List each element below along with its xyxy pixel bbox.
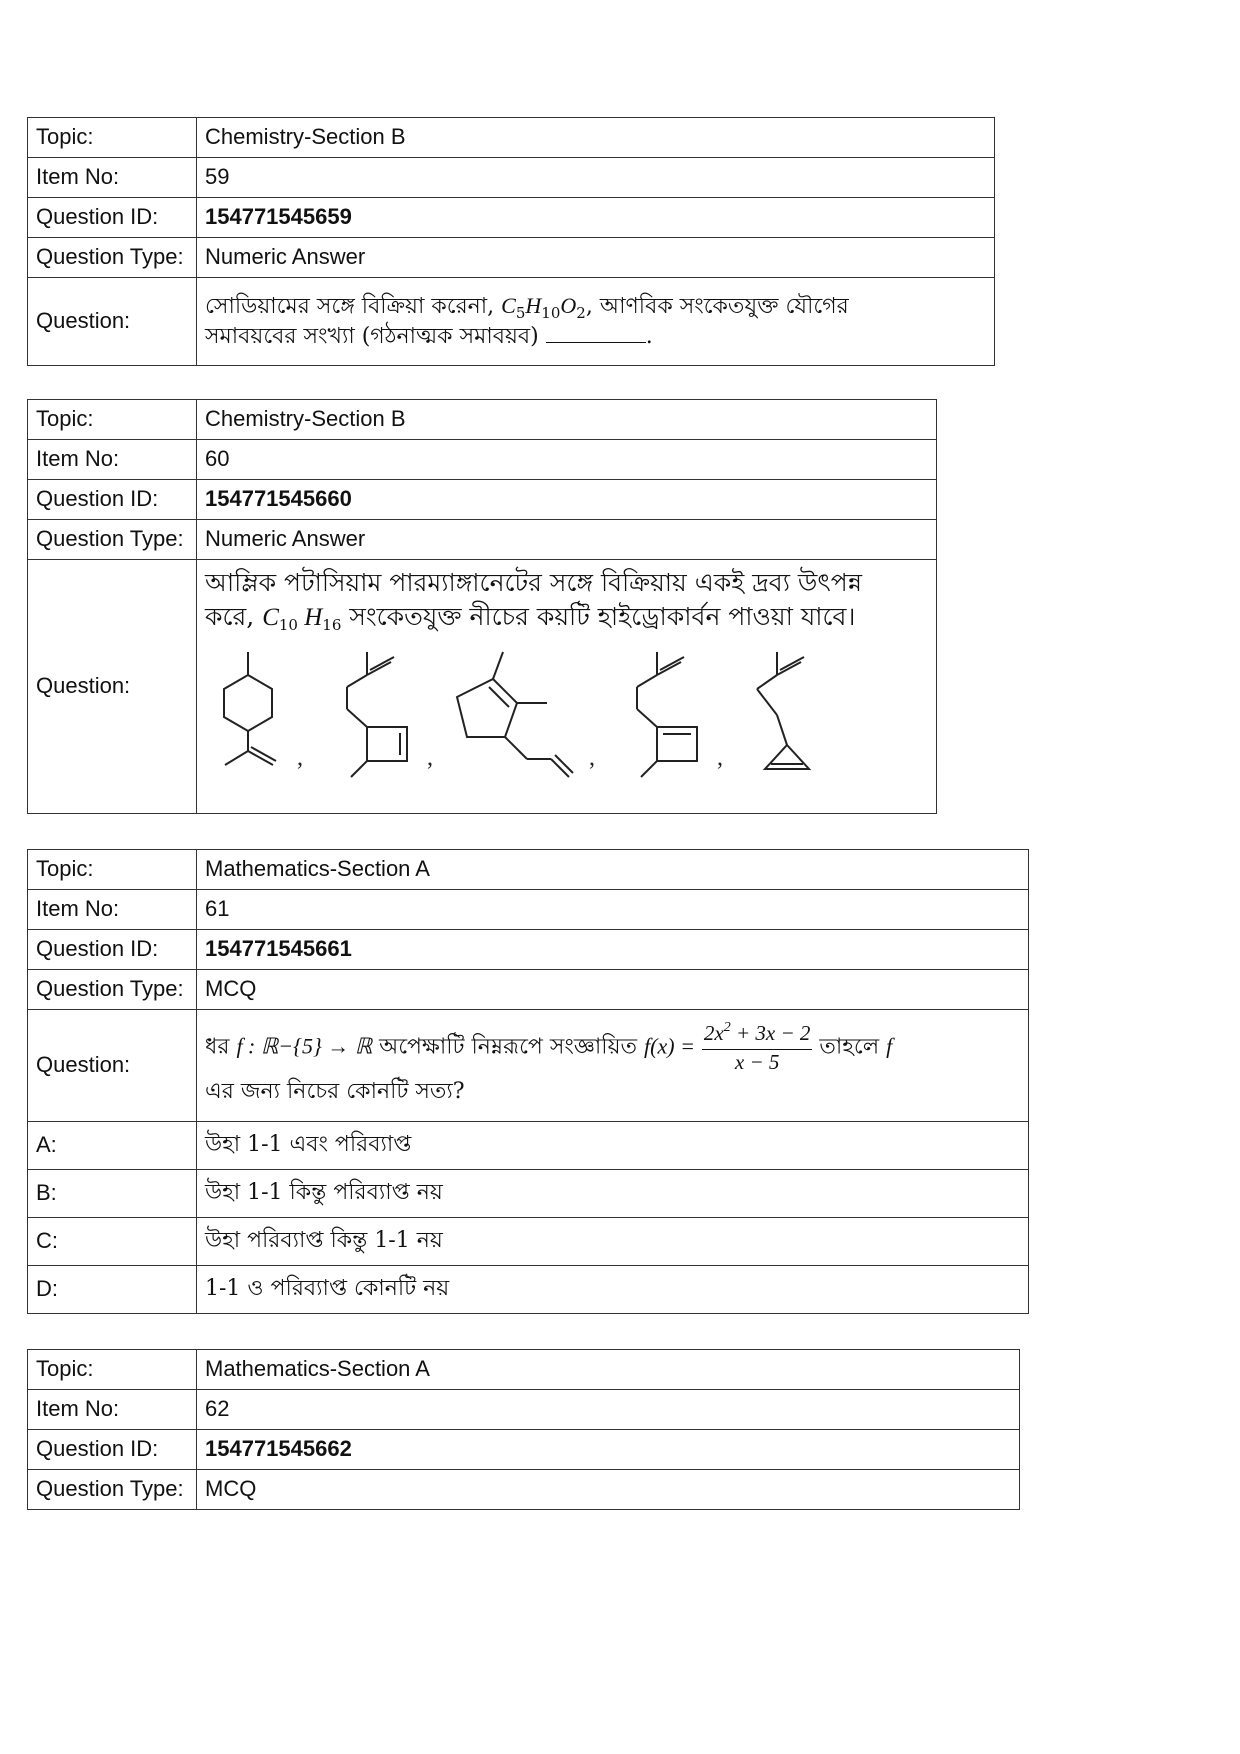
question-text-part: সমাবয়বের সংখ্যা (গঠনাত্মক সমাবয়ব)	[205, 324, 539, 349]
structure-1	[224, 652, 276, 765]
question-type-row	[28, 970, 1029, 1010]
question-id-label: Question ID:	[28, 930, 197, 970]
question-type-row	[28, 1470, 1020, 1510]
formula-h-subscript: 16	[322, 616, 342, 634]
item-no-value: 60	[197, 440, 937, 480]
question-label: Question:	[28, 1010, 197, 1122]
question-type-label: Question Type:	[28, 1470, 197, 1510]
separator-comma: ,	[427, 745, 433, 771]
option-c-label: C:	[28, 1218, 197, 1266]
question-text-part: আম্লিক পটাসিয়াম পারম্যাঙ্গানেটের সঙ্গে বিক্রিয়ায় একই দ্রব্য উৎপন্ন	[205, 568, 862, 597]
question-id-label: Question ID:	[28, 198, 197, 238]
fraction-numerator	[702, 1021, 813, 1050]
question-type-value: MCQ	[197, 970, 1029, 1010]
question-row	[28, 278, 995, 366]
question-text-end: .	[645, 324, 653, 349]
topic-label: Topic:	[28, 850, 197, 890]
question-id-value: 154771545659	[197, 198, 995, 238]
topic-value: Mathematics-Section A	[197, 1350, 1020, 1390]
item-no-value: 61	[197, 890, 1029, 930]
numerator-exponent: 2	[723, 1020, 731, 1035]
fraction	[702, 1021, 813, 1074]
function-fx: f(x) =	[644, 1033, 695, 1059]
option-a-text: উহা 1-1 এবং পরিব্যাপ্ত	[197, 1122, 1029, 1170]
question-card-61	[27, 849, 1029, 1314]
question-text-part: তাহলে	[812, 1034, 887, 1060]
question-type-row	[28, 238, 995, 278]
formula-c-subscript: 5	[515, 303, 526, 322]
hydrocarbon-structures	[205, 647, 905, 787]
option-row-d	[28, 1266, 1029, 1314]
formula-c-subscript: 10	[278, 616, 298, 634]
numerator-part: 2x	[703, 1021, 724, 1045]
question-type-label: Question Type:	[28, 520, 197, 560]
question-id-value: 154771545660	[197, 480, 937, 520]
numerator-part: + 3x − 2	[730, 1021, 811, 1045]
function-var: f	[886, 1033, 893, 1059]
formula-o-subscript: 2	[576, 303, 586, 322]
option-row-a	[28, 1122, 1029, 1170]
question-content	[197, 560, 937, 814]
question-text-part: অপেক্ষাটি নিম্নরূপে সংজ্ঞায়িত	[372, 1034, 645, 1060]
topic-row	[28, 850, 1029, 890]
question-id-label: Question ID:	[28, 1430, 197, 1470]
question-id-row	[28, 480, 937, 520]
topic-row	[28, 1350, 1020, 1390]
question-row	[28, 1010, 1029, 1122]
question-text-part: সোডিয়ামের সঙ্গে বিক্রিয়া করেনা,	[205, 293, 502, 319]
option-d-text: 1-1 ও পরিব্যাপ্ত কোনটি নয়	[197, 1266, 1029, 1314]
question-id-row	[28, 1430, 1020, 1470]
question-text	[197, 1010, 1029, 1122]
item-no-value: 59	[197, 158, 995, 198]
topic-row	[28, 400, 937, 440]
fraction-denominator: x − 5	[734, 1050, 780, 1074]
structure-5	[757, 652, 809, 769]
question-type-value: Numeric Answer	[197, 520, 937, 560]
item-no-row	[28, 890, 1029, 930]
item-no-row	[28, 440, 937, 480]
option-a-label: A:	[28, 1122, 197, 1170]
option-b-label: B:	[28, 1170, 197, 1218]
topic-value: Mathematics-Section A	[197, 850, 1029, 890]
question-id-label: Question ID:	[28, 480, 197, 520]
option-b-text: উহা 1-1 কিন্তু পরিব্যাপ্ত নয়	[197, 1170, 1029, 1218]
option-c-text: উহা পরিব্যাপ্ত কিন্তু 1-1 নয়	[197, 1218, 1029, 1266]
question-id-row	[28, 198, 995, 238]
question-text-part: করে,	[205, 602, 263, 631]
topic-row	[28, 118, 995, 158]
question-id-value: 154771545662	[197, 1430, 1020, 1470]
formula-c: C	[262, 604, 279, 631]
item-no-value: 62	[197, 1390, 1020, 1430]
option-row-b	[28, 1170, 1029, 1218]
formula-h-subscript: 10	[541, 303, 561, 322]
topic-label: Topic:	[28, 400, 197, 440]
question-type-label: Question Type:	[28, 238, 197, 278]
item-no-row	[28, 158, 995, 198]
question-text-part: এর জন্য নিচের কোনটি সত্য?	[205, 1079, 465, 1104]
question-label: Question:	[28, 278, 197, 366]
question-id-row	[28, 930, 1029, 970]
separator-comma: ,	[717, 745, 723, 771]
question-row	[28, 560, 937, 814]
option-d-label: D:	[28, 1266, 197, 1314]
item-no-label: Item No:	[28, 1390, 197, 1430]
question-type-label: Question Type:	[28, 970, 197, 1010]
question-card-59	[27, 117, 995, 366]
separator-comma: ,	[589, 745, 595, 771]
topic-label: Topic:	[28, 118, 197, 158]
topic-label: Topic:	[28, 1350, 197, 1390]
question-label: Question:	[28, 560, 197, 814]
item-no-label: Item No:	[28, 890, 197, 930]
formula-c: C	[501, 292, 516, 318]
formula-h: H	[525, 292, 542, 318]
question-text-part: , আণবিক সংকেতযুক্ত যৌগের	[585, 293, 849, 319]
topic-value: Chemistry-Section B	[197, 400, 937, 440]
structure-4	[637, 652, 697, 777]
question-text	[205, 566, 928, 637]
formula-o: O	[560, 292, 577, 318]
structure-3	[457, 652, 573, 777]
question-type-value: MCQ	[197, 1470, 1020, 1510]
separator-comma: ,	[297, 745, 303, 771]
formula-h: H	[297, 604, 323, 631]
structure-2	[347, 652, 407, 777]
answer-blank	[546, 320, 646, 343]
option-row-c	[28, 1218, 1029, 1266]
question-type-row	[28, 520, 937, 560]
function-map: f : ℝ−{5} → ℝ	[236, 1033, 373, 1059]
question-card-62	[27, 1349, 1020, 1510]
item-no-row	[28, 1390, 1020, 1430]
topic-value: Chemistry-Section B	[197, 118, 995, 158]
item-no-label: Item No:	[28, 158, 197, 198]
question-id-value: 154771545661	[197, 930, 1029, 970]
question-card-60	[27, 399, 937, 814]
item-no-label: Item No:	[28, 440, 197, 480]
question-text-part: ধর	[205, 1034, 237, 1060]
question-text-part: সংকেতযুক্ত নীচের কয়টি হাইড্রোকার্বন পাওয়া যাবে।	[341, 602, 856, 631]
question-text	[197, 278, 995, 366]
question-type-value: Numeric Answer	[197, 238, 995, 278]
